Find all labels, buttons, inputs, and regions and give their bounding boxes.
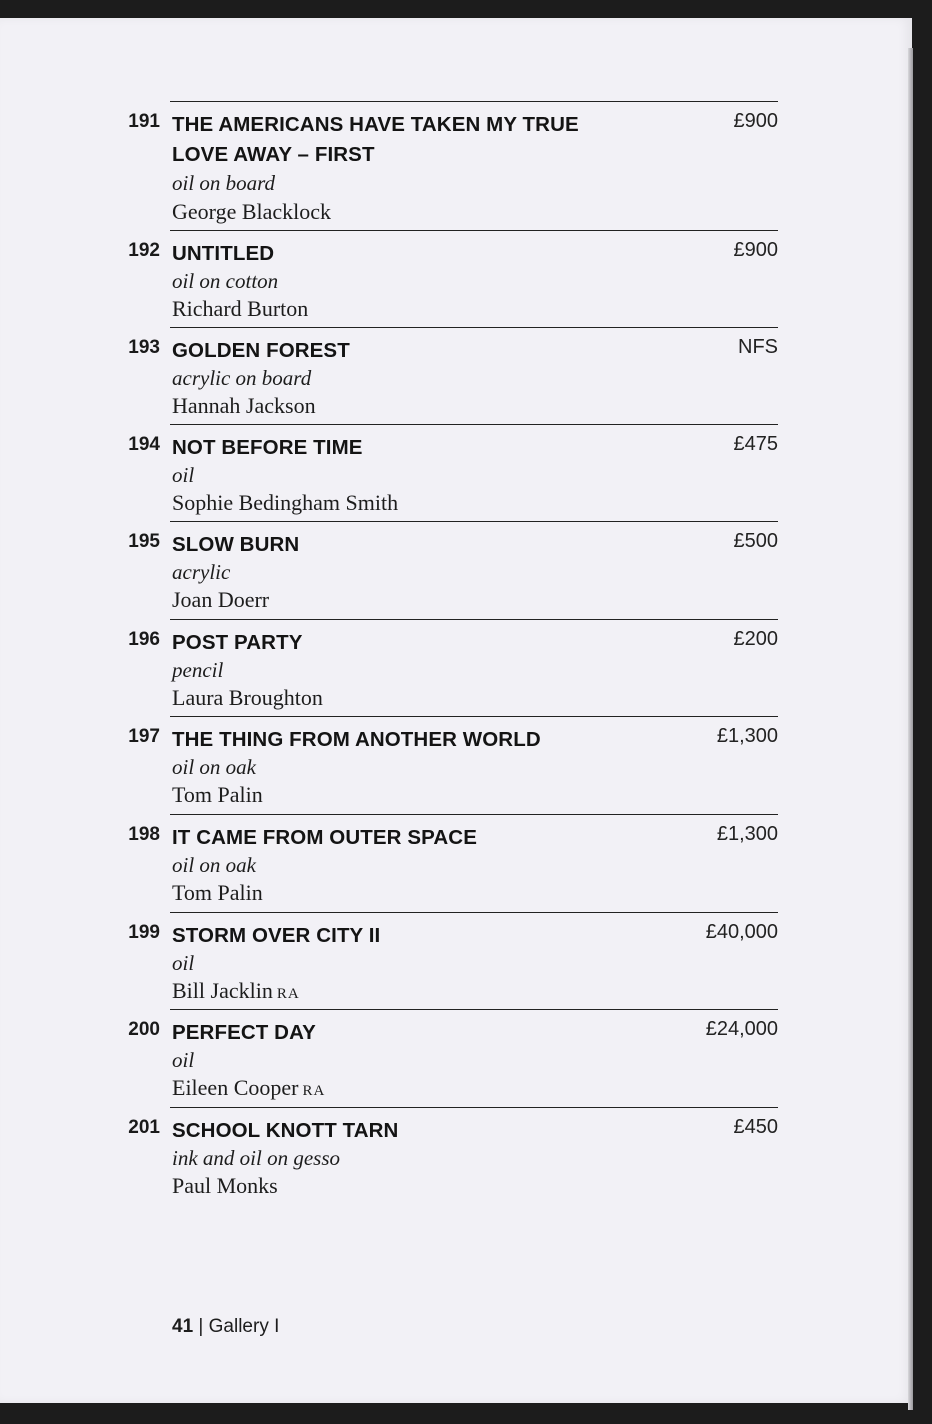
page-footer — [172, 1316, 279, 1338]
entry-number: 195 — [128, 531, 160, 552]
entry-price: £900 — [733, 110, 778, 132]
entry-title: GOLDEN FOREST — [172, 339, 350, 362]
entry-divider — [170, 1009, 778, 1010]
entry-artist — [172, 1173, 278, 1199]
artist-name: Eileen Cooper — [172, 1075, 299, 1100]
entry-number: 201 — [128, 1117, 160, 1138]
entry-number: 197 — [128, 726, 160, 747]
entry-medium: oil — [172, 951, 195, 975]
artist-name: Laura Broughton — [172, 685, 323, 710]
entry-number: 192 — [128, 240, 160, 261]
section-label: | Gallery I — [198, 1316, 280, 1337]
catalogue-page — [0, 18, 912, 1403]
entry-artist — [172, 199, 331, 225]
entry-title: IT CAME FROM OUTER SPACE — [172, 826, 477, 849]
artist-name: Paul Monks — [172, 1173, 278, 1198]
entry-divider — [170, 230, 778, 231]
entry-artist — [172, 978, 300, 1004]
entry-artist — [172, 685, 323, 711]
entry-number: 200 — [128, 1019, 160, 1040]
entry-artist — [172, 880, 263, 906]
ra-designation: RA — [302, 1083, 326, 1099]
entry-artist — [172, 490, 398, 516]
entry-artist — [172, 587, 269, 613]
entry-title: STORM OVER CITY II — [172, 924, 381, 947]
entry-price: £450 — [733, 1116, 778, 1138]
entry-number: 193 — [128, 337, 160, 358]
entry-medium: acrylic — [172, 560, 231, 584]
entry-divider — [170, 101, 778, 102]
page-edge — [908, 48, 913, 1410]
entry-price: £475 — [733, 433, 778, 455]
entry-divider — [170, 521, 778, 522]
entry-medium: ink and oil on gesso — [172, 1146, 340, 1170]
artist-name: Tom Palin — [172, 782, 263, 807]
entry-artist — [172, 1075, 325, 1101]
entry-number: 191 — [128, 111, 160, 132]
entry-title: THE THING FROM ANOTHER WORLD — [172, 728, 541, 751]
entry-price: £40,000 — [705, 921, 778, 943]
entry-title: NOT BEFORE TIME — [172, 436, 363, 459]
ra-designation: RA — [276, 986, 300, 1002]
entry-medium: oil on board — [172, 171, 276, 195]
entry-price: £500 — [733, 530, 778, 552]
page-number: 41 — [172, 1316, 194, 1337]
artist-name: Tom Palin — [172, 880, 263, 905]
entry-title: SCHOOL KNOTT TARN — [172, 1119, 399, 1142]
entry-medium: oil on cotton — [172, 269, 279, 293]
artist-name: Sophie Bedingham Smith — [172, 490, 399, 515]
entry-price: NFS — [738, 336, 778, 358]
entry-price: £900 — [733, 239, 778, 261]
artist-name: Hannah Jackson — [172, 393, 316, 418]
entry-artist — [172, 393, 316, 419]
entry-title: POST PARTY — [172, 631, 303, 654]
entry-price: £1,300 — [716, 725, 778, 747]
entry-divider — [170, 327, 778, 328]
entry-artist — [172, 296, 308, 322]
entry-title: UNTITLED — [172, 242, 275, 265]
entry-number: 199 — [128, 922, 160, 943]
entry-divider — [170, 619, 778, 620]
entry-medium: pencil — [172, 658, 224, 682]
entry-divider — [170, 1107, 778, 1108]
entry-divider — [170, 814, 778, 815]
entry-price: £1,300 — [716, 823, 778, 845]
artist-name: Bill Jacklin — [172, 978, 273, 1003]
entry-divider — [170, 424, 778, 425]
entry-medium: oil — [172, 1048, 195, 1072]
entry-number: 196 — [128, 629, 160, 650]
entry-number: 194 — [128, 434, 160, 455]
entry-artist — [172, 782, 263, 808]
entry-medium: oil on oak — [172, 755, 256, 779]
entry-number: 198 — [128, 824, 160, 845]
entry-price: £200 — [733, 628, 778, 650]
artist-name: George Blacklock — [172, 199, 332, 224]
entry-title: THE AMERICANS HAVE TAKEN MY TRUE LOVE AWAY – FIRST — [172, 113, 579, 166]
entry-medium: oil — [172, 463, 195, 487]
entry-divider — [170, 912, 778, 913]
entry-title: SLOW BURN — [172, 533, 300, 556]
entry-divider — [170, 716, 778, 717]
entry-medium: acrylic on board — [172, 366, 312, 390]
entry-price: £24,000 — [705, 1018, 778, 1040]
artist-name: Joan Doerr — [172, 587, 270, 612]
artist-name: Richard Burton — [172, 296, 309, 321]
entry-medium: oil on oak — [172, 853, 256, 877]
entry-title: PERFECT DAY — [172, 1021, 316, 1044]
